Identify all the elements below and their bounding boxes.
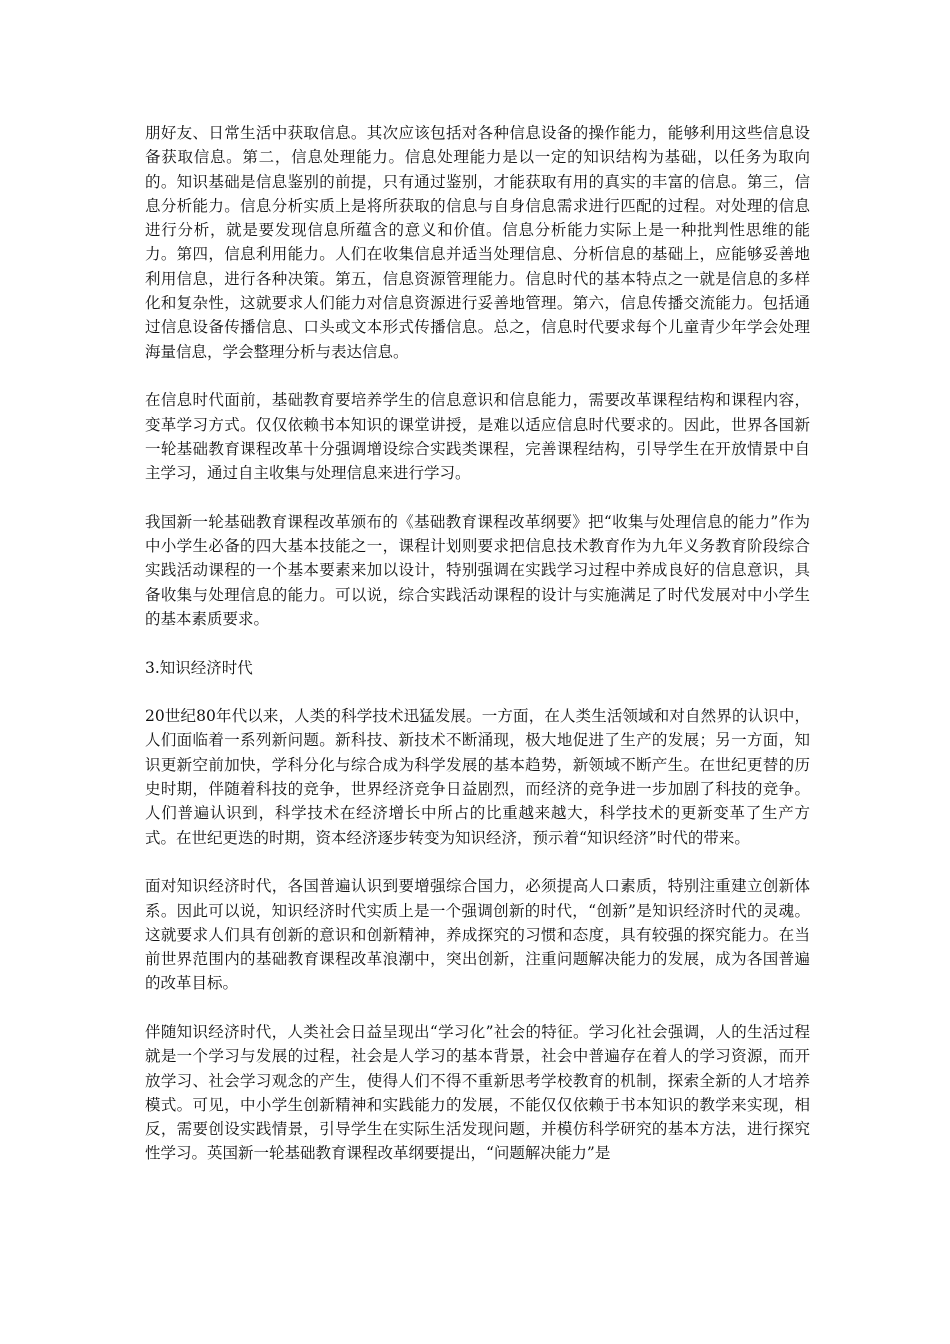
- document-body: [145, 121, 810, 1190]
- section-heading-knowledge-economy: 3.知识经济时代: [145, 658, 253, 677]
- paragraph-innovation-era: 面对知识经济时代，各国普遍认识到要增强综合国力，必须提高人口素质，特别注重建立创新体系。因此可以说，知识经济时代实质上是一个强调创新的时代，“创新”是知识经济时代的灵魂。这就要求人们具有创新的意识和创新精神，养成探究的习惯和态度，具有较强的探究能力。在当前世界范围内的基础教育课程改革浪潮中，突出创新，注重问题解决能力的发展，成为各国普遍的改革目标。: [145, 877, 810, 993]
- paragraph-curriculum-reform-outline: 我国新一轮基础教育课程改革颁布的《基础教育课程改革纲要》把“收集与处理信息的能力”作为中小学生必备的四大基本技能之一，课程计划则要求把信息技术教育作为九年义务教育阶段综合实践活动课程的一个基本要素来加以设计，特别强调在实践学习过程中养成良好的信息意识，具备收集与处理信息的能力。可以说，综合实践活动课程的设计与实施满足了时代发展对中小学生的基本素质要求。: [145, 512, 810, 628]
- paragraph-learning-society: 伴随知识经济时代，人类社会日益呈现出“学习化”社会的特征。学习化社会强调，人的生活过程就是一个学习与发展的过程，社会是人学习的基本背景，社会中普遍存在着人的学习资源，而开放学习、社会学习观念的产生，使得人们不得不重新思考学校教育的机制，探索全新的人才培养模式。可见，中小学生创新精神和实践能力的发展，不能仅仅依赖于书本知识的教学来实现，相反，需要创设实践情景，引导学生在实际生活发现问题，并模仿科学研究的基本方法，进行探究性学习。英国新一轮基础教育课程改革纲要提出，“问题解决能力”是: [145, 1022, 810, 1163]
- paragraph-information-age-education: 在信息时代面前，基础教育要培养学生的信息意识和信息能力，需要改革课程结构和课程内容，变革学习方式。仅仅依赖书本知识的课堂讲授，是难以适应信息时代要求的。因此，世界各国新一轮基础教育课程改革十分强调增设综合实践类课程，完善课程结构，引导学生在开放情景中自主学习，通过自主收集与处理信息来进行学习。: [145, 391, 810, 483]
- paragraph-information-abilities: 朋好友、日常生活中获取信息。其次应该包括对各种信息设备的操作能力，能够利用这些信息设备获取信息。第二，信息处理能力。信息处理能力是以一定的知识结构为基础，以任务为取向的。知识基础是信息鉴别的前提，只有通过鉴别，才能获取有用的真实的丰富的信息。第三，信息分析能力。信息分析实质上是将所获取的信息与自身信息需求进行匹配的过程。对处理的信息进行分析，就是要发现信息所蕴含的意义和价值。信息分析能力实际上是一种批判性思维的能力。第四，信息利用能力。人们在收集信息并适当处理信息、分析信息的基础上，应能够妥善地利用信息，进行各种决策。第五，信息资源管理能力。信息时代的基本特点之一就是信息的多样化和复杂性，这就要求人们能力对信息资源进行妥善地管理。第六，信息传播交流能力。包括通过信息设备传播信息、口头或文本形式传播信息。总之，信息时代要求每个儿童青少年学会处理海量信息，学会整理分析与表达信息。: [145, 124, 810, 361]
- paragraph-science-technology-development: 20世纪80年代以来，人类的科学技术迅猛发展。一方面，在人类生活领域和对自然界的认识中，人们面临着一系列新问题。新科技、新技术不断涌现，极大地促进了生产的发展；另一方面，知识更新空前加快，学科分化与综合成为科学发展的基本趋势，新领域不断产生。在世纪更替的历史时期，伴随着科技的竞争，世界经济竞争日益剧烈，而经济的竞争进一步加剧了科技的竞争。人们普遍认识到，科学技术在经济增长中所占的比重越来越大，科学技术的更新变革了生产方式。在世纪更迭的时期，资本经济逐步转变为知识经济，预示着“知识经济”时代的带来。: [145, 707, 810, 847]
